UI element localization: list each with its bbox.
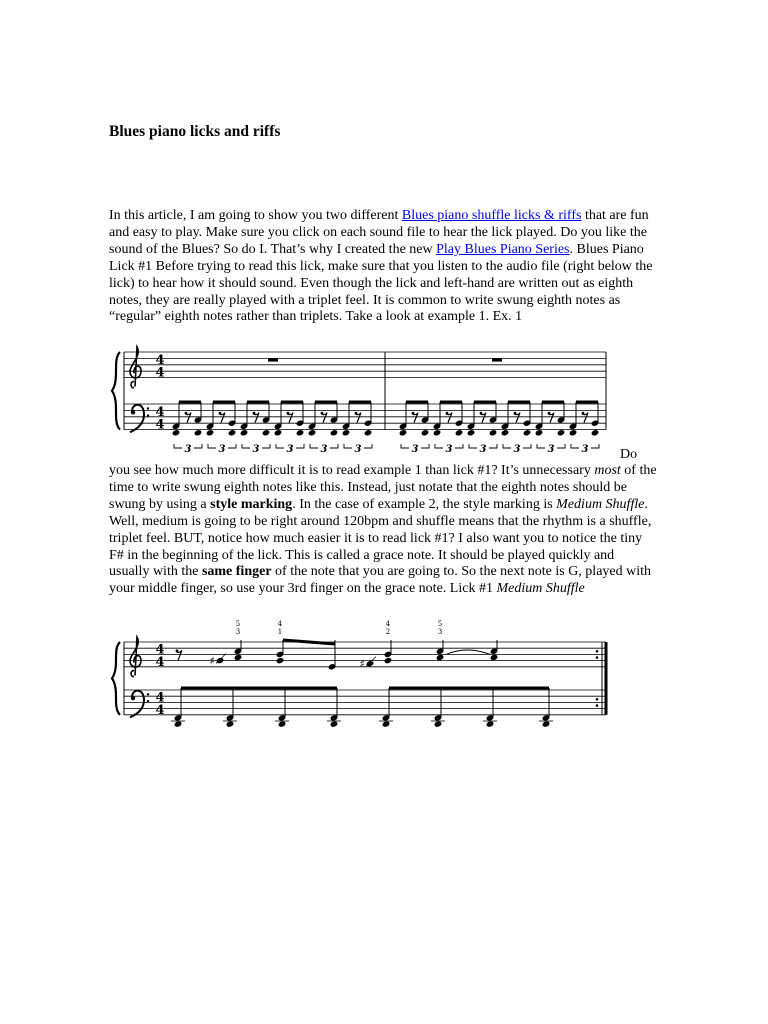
triplet-label: 3	[411, 444, 419, 455]
eighth-rest-icon	[548, 412, 551, 415]
grand-staff-brace	[112, 352, 120, 430]
repeat-dot	[596, 698, 599, 701]
notehead	[274, 429, 283, 436]
bass-notehead	[434, 720, 443, 727]
explanation-text-3: . In the case of example 2, the style marking is	[292, 496, 557, 512]
play-blues-piano-series-link[interactable]: Play Blues Piano Series	[436, 241, 570, 257]
bass-clef-dot	[147, 700, 149, 702]
notehead	[240, 429, 249, 436]
triplet-label: 3	[445, 444, 453, 455]
triplet-label: 3	[354, 444, 362, 455]
time-signature-top: 4	[155, 642, 165, 658]
triplet-label: 3	[218, 444, 226, 455]
notehead	[330, 429, 339, 436]
bass-clef-dot	[147, 414, 149, 416]
notehead	[262, 429, 271, 436]
triplet-label: 3	[286, 444, 294, 455]
intro-text-3: . Blues Piano Lick #1 Before trying to read this lick, make sure that you listen to the audio file (right below the lick) to hear how it should sound. Even though the lick and left-hand are written out as eighth notes, they are really played with a triplet feel. It is common to write swung eighth notes as “regular” eighth notes rather than triplets. Take a look at example 1. Ex. 1	[109, 241, 653, 325]
bass-clef-icon	[131, 410, 135, 414]
time-signature-bottom: 4	[155, 417, 165, 433]
repeat-dot	[596, 656, 599, 659]
lick-1-score	[110, 618, 612, 720]
sharp-accidental-icon: ♯	[209, 654, 215, 668]
bass-notehead	[226, 720, 235, 727]
explanation-text-4: . Well, medium is going to be right around 120bpm and shuffle means that the rhythm is a shuffle, triplet feel. BUT, notice how much easier it is to read lick #1? I also want you to notice the tiny F# in the beginning of the lick. This is called a grace note. It should be played quickly and usually with the	[109, 496, 652, 580]
melody-notehead	[436, 654, 445, 661]
repeat-dot	[596, 704, 599, 707]
repeat-dot	[596, 650, 599, 653]
notehead	[342, 429, 351, 436]
time-signature-top: 4	[155, 690, 165, 706]
explanation-text-5: of the note that you are going to. So the next note is G, played with your middle finger, so use your 3rd finger on the grace note. Lick #1	[109, 564, 652, 597]
triplet-label: 3	[184, 444, 192, 455]
eighth-rest-icon	[355, 412, 358, 415]
triplet-label: 3	[547, 444, 555, 455]
eighth-rest-icon	[321, 412, 324, 415]
note-beam	[283, 640, 335, 644]
tie-curve	[446, 650, 490, 654]
triplet-label: 3	[320, 444, 328, 455]
explanation-text-2: of the time to write swung eighth notes like this. Instead, just notate that the eighth notes should be swung by using a	[109, 463, 657, 512]
eighth-rest-icon	[446, 412, 449, 415]
fingering-top: 4	[385, 620, 391, 628]
fingering-bottom: 2	[385, 628, 391, 636]
notehead	[399, 429, 408, 436]
bass-notehead	[174, 720, 183, 727]
melody-notehead	[276, 657, 285, 664]
grace-notehead	[366, 660, 375, 667]
notehead	[421, 429, 430, 436]
time-signature-bottom: 4	[155, 702, 165, 718]
triplet-label: 3	[479, 444, 487, 455]
treble-clef-icon	[130, 637, 141, 677]
notehead	[455, 429, 464, 436]
treble-clef-icon	[130, 347, 141, 388]
eighth-rest-icon	[582, 412, 585, 415]
bass-notehead	[382, 720, 391, 727]
fingering-bottom: 1	[277, 628, 283, 636]
notehead	[569, 429, 578, 436]
notehead	[557, 429, 566, 436]
notehead	[523, 429, 532, 436]
explanation-text-1: you see how much more difficult it is to read example 1 than lick #1? It’s unnecessary	[109, 463, 595, 478]
bass-notehead	[330, 720, 339, 727]
eighth-rest-icon	[185, 412, 188, 415]
example-1-score	[110, 342, 620, 462]
eighth-rest-icon	[514, 412, 517, 415]
bass-notehead	[486, 720, 495, 727]
notehead	[206, 429, 215, 436]
bass-clef-icon	[130, 691, 144, 718]
bass-clef-dot	[147, 407, 149, 409]
notehead	[194, 429, 203, 436]
bass-clef-icon	[131, 696, 135, 700]
triplet-label: 3	[581, 444, 589, 455]
notehead	[433, 429, 442, 436]
notehead	[591, 429, 600, 436]
melody-notehead	[490, 654, 499, 661]
intro-text-2: that are fun and easy to play. Make sure you click on each sound file to hear the lick played. Do you like the sound of the Blues? So do I. That’s why I created the new	[109, 208, 649, 257]
fingering-top: 5	[235, 620, 241, 628]
notehead	[228, 429, 237, 436]
eighth-rest-icon	[176, 649, 179, 652]
sharp-accidental-icon: ♯	[359, 657, 365, 671]
eighth-rest-icon	[253, 412, 256, 415]
intro-text-1: In this article, I am going to show you two different	[109, 208, 402, 223]
fingering-top: 4	[277, 620, 283, 628]
lick-1-notation	[110, 618, 612, 720]
emphasis-most: most	[594, 463, 621, 478]
time-signature-bottom: 4	[155, 654, 165, 670]
time-signature-top: 4	[155, 352, 165, 368]
notehead	[364, 429, 373, 436]
eighth-rest-icon	[219, 412, 222, 415]
notehead	[535, 429, 544, 436]
fingering-top: 5	[437, 620, 443, 628]
fingering-bottom: 3	[437, 628, 443, 636]
grace-notehead	[216, 657, 225, 664]
italic-medium-shuffle: Medium Shuffle	[556, 496, 645, 512]
notehead	[308, 429, 317, 436]
example-1-notation	[110, 342, 620, 462]
melody-notehead	[234, 654, 243, 661]
bold-style-marking: style marking	[210, 496, 293, 512]
notehead	[501, 429, 510, 436]
do-word: Do	[620, 447, 638, 462]
melody-notehead	[384, 657, 393, 664]
shuffle-licks-link[interactable]: Blues piano shuffle licks & riffs	[401, 208, 582, 223]
triplet-label: 3	[513, 444, 521, 455]
explanation-paragraph	[109, 463, 657, 598]
page-title: Blues piano licks and riffs	[109, 123, 281, 140]
eighth-rest-icon	[480, 412, 483, 415]
bold-same-finger: same finger	[201, 564, 272, 580]
time-signature-top: 4	[155, 404, 165, 420]
time-signature-bottom: 4	[155, 365, 165, 381]
triplet-label: 3	[252, 444, 260, 455]
grand-staff-brace	[112, 642, 120, 715]
bass-notehead	[278, 720, 287, 727]
whole-rest-icon	[268, 358, 278, 361]
intro-paragraph	[109, 208, 657, 326]
bass-clef-dot	[147, 693, 149, 695]
bass-clef-icon	[130, 405, 144, 432]
whole-rest-icon	[492, 358, 502, 361]
italic-medium-shuffle-marking: Medium Shuffle	[496, 581, 585, 597]
fingering-bottom: 3	[235, 628, 241, 636]
notehead	[172, 429, 181, 436]
notehead	[296, 429, 305, 436]
eighth-rest-icon	[287, 412, 290, 415]
notehead	[489, 429, 498, 436]
eighth-rest-icon	[412, 412, 415, 415]
bass-notehead	[542, 720, 551, 727]
notehead	[467, 429, 476, 436]
